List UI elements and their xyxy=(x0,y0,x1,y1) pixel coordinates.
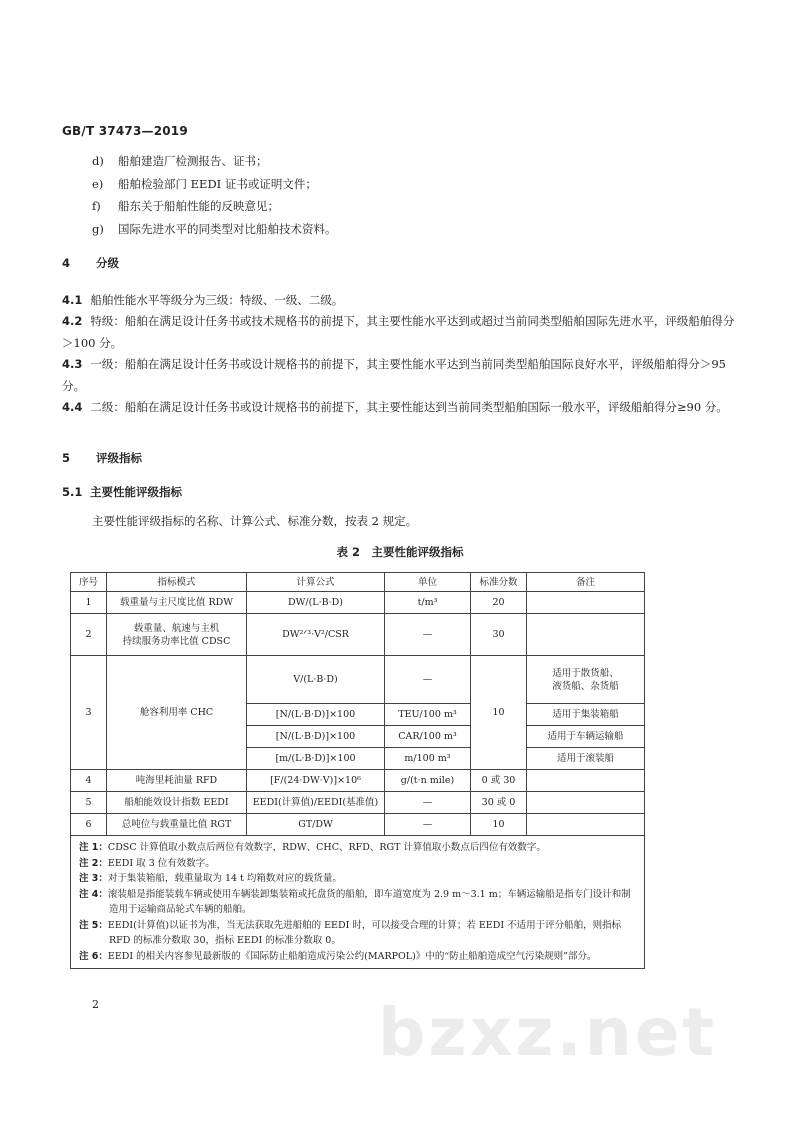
note-text: 对于集装箱船，载重量取为 14 t 均箱数对应的载货量。 xyxy=(107,873,342,884)
table-cell: [N/(L·B·D)]×100 xyxy=(247,726,385,748)
list-item-text: 船舶建造厂检测报告、证书； xyxy=(118,154,268,168)
section-title: 分级 xyxy=(96,256,119,270)
list-item xyxy=(92,218,337,241)
table-cell: 10 xyxy=(471,656,527,770)
table-cell: 10 xyxy=(471,814,527,836)
table-cell: 20 xyxy=(471,592,527,614)
section-5-1-heading xyxy=(62,484,182,500)
table-row xyxy=(71,792,645,814)
table-cell: 适用于滚装船 xyxy=(527,748,645,770)
table-row xyxy=(71,614,645,656)
table-cell xyxy=(107,614,247,656)
column-header: 单位 xyxy=(385,573,471,592)
note-label: 注 4： xyxy=(79,888,108,900)
table-cell xyxy=(527,792,645,814)
clause-text: 船舶性能水平等级分为三级：特级、一级、二级。 xyxy=(90,293,344,307)
watermark-text: bzxz.net xyxy=(378,994,718,1071)
section-intro-text: 主要性能评级指标的名称、计算公式、标准分数，按表 2 规定。 xyxy=(92,514,418,528)
section-5-heading xyxy=(62,450,142,466)
table-cell: DW²ᐟ³·V²/CSR xyxy=(247,614,385,656)
paragraph-4-3 xyxy=(62,354,742,397)
clause-text: 二级：船舶在满足设计任务书或设计规格书的前提下，其主要性能达到当前同类型船舶国际一般水平，评级船舶得分≥90 分。 xyxy=(90,400,728,414)
column-header: 计算公式 xyxy=(247,573,385,592)
list-item xyxy=(92,150,337,173)
table-cell: — xyxy=(385,792,471,814)
section-number: 5.1 xyxy=(62,485,83,499)
table-cell: 3 xyxy=(71,656,107,770)
table-row xyxy=(71,656,645,704)
table-cell: — xyxy=(385,814,471,836)
table-cell: CAR/100 m³ xyxy=(385,726,471,748)
table-cell: 2 xyxy=(71,614,107,656)
table-note xyxy=(79,871,638,887)
table-cell: 载重量与主尺度比值 RDW xyxy=(107,592,247,614)
table-note xyxy=(79,856,638,872)
clause-number: 4.4 xyxy=(62,400,83,414)
table-cell: g/(t·n mile) xyxy=(385,770,471,792)
cell-line: 载重量、航速与主机 xyxy=(133,622,220,634)
table-cell: TEU/100 m³ xyxy=(385,704,471,726)
table-notes-row xyxy=(71,836,645,969)
note-label: 注 3： xyxy=(79,873,108,884)
table-cell xyxy=(527,770,645,792)
table-cell: EEDI(计算值)/EEDI(基准值) xyxy=(247,792,385,814)
section-4-heading xyxy=(62,255,119,271)
note-label: 注 5： xyxy=(79,919,108,931)
section-title: 主要性能评级指标 xyxy=(90,485,182,499)
note-label: 注 1： xyxy=(79,842,108,853)
table-cell: 4 xyxy=(71,770,107,792)
table-row xyxy=(71,770,645,792)
table-cell: DW/(L·B·D) xyxy=(247,592,385,614)
list-item-label: d) xyxy=(92,154,104,168)
table-cell: — xyxy=(385,614,471,656)
table-header-row xyxy=(71,573,645,592)
table-cell: 5 xyxy=(71,792,107,814)
table-cell: [F/(24·DW·V)]×10⁶ xyxy=(247,770,385,792)
list-item-text: 船舶检验部门 EEDI 证书或证明文件； xyxy=(118,176,317,191)
note-text: CDSC 计算值取小数点后两位有效数字，RDW、CHC、RFD、RGT 计算值取小数点后四位有效数字。 xyxy=(107,842,546,853)
table-cell: 总吨位与载重量比值 RGT xyxy=(107,814,247,836)
table-cell: 适用于车辆运输船 xyxy=(527,726,645,748)
clause-text: 特级：船舶在满足设计任务书或技术规格书的前提下，其主要性能水平达到或超过当前同类型船舶国际先进水平，评级船舶得分＞100 分。 xyxy=(62,314,735,350)
cell-line: 液货船、杂货船 xyxy=(552,680,619,692)
table-note xyxy=(79,840,638,856)
table-cell: 1 xyxy=(71,592,107,614)
note-text: EEDI 取 3 位有效数字。 xyxy=(107,857,215,869)
table-cell xyxy=(527,656,645,704)
table-cell: 吨海里耗油量 RFD xyxy=(107,770,247,792)
note-text: EEDI 的相关内容参见最新版的《国际防止船舶造成污染公约(MARPOL)》中的“防止船舶造成空气污染规则”部分。 xyxy=(107,950,597,962)
table-cell: V/(L·B·D) xyxy=(247,656,385,704)
cell-line: 适用于散货船、 xyxy=(552,667,619,679)
table-cell: [m/(L·B·D)]×100 xyxy=(247,748,385,770)
table-cell: 适用于集装箱船 xyxy=(527,704,645,726)
table-cell: 船舶能效设计指数 EEDI xyxy=(107,792,247,814)
page-number: 2 xyxy=(92,998,99,1011)
table-cell xyxy=(527,614,645,656)
clause-number: 4.3 xyxy=(62,357,83,371)
list-item-label: e) xyxy=(92,176,104,191)
section-number: 5 xyxy=(62,451,71,465)
list-item xyxy=(92,195,337,218)
table-cell: t/m³ xyxy=(385,592,471,614)
table-cell: 0 或 30 xyxy=(471,770,527,792)
list-item xyxy=(92,173,337,196)
paragraph-4-4 xyxy=(62,397,742,419)
table-cell xyxy=(527,592,645,614)
table-note xyxy=(79,949,638,965)
clause-number: 4.2 xyxy=(62,314,83,328)
clause-number: 4.1 xyxy=(62,293,83,307)
note-label: 注 2： xyxy=(79,857,108,869)
column-header: 指标模式 xyxy=(107,573,247,592)
table-cell: 舱容利用率 CHC xyxy=(107,656,247,770)
document-list xyxy=(92,150,337,240)
list-item-label: f) xyxy=(92,199,101,213)
table-note xyxy=(79,918,638,949)
list-item-text: 国际先进水平的同类型对比船舶技术资料。 xyxy=(118,221,337,236)
table-cell: [N/(L·B·D)]×100 xyxy=(247,704,385,726)
table-caption: 表 2 主要性能评级指标 xyxy=(336,545,464,559)
section-number: 4 xyxy=(62,256,71,270)
column-header: 备注 xyxy=(527,573,645,592)
cell-line: 持续服务功率比值 CDSC xyxy=(122,635,231,647)
table-cell: 30 xyxy=(471,614,527,656)
paragraph-4-2 xyxy=(62,311,742,354)
standard-number-header: GB/T 37473—2019 xyxy=(62,124,188,138)
note-text: 滚装船是指能装载车辆或使用车辆装卸集装箱或托盘货的船舶，即车道宽度为 2.9 m～3.1 m；车辆运输船是指专门设计和制造用于运输商品轮式车辆的船舶。 xyxy=(107,888,631,915)
column-header: 序号 xyxy=(71,573,107,592)
table-row xyxy=(71,592,645,614)
table-cell: 6 xyxy=(71,814,107,836)
list-item-label: g) xyxy=(92,221,104,236)
table-row xyxy=(71,814,645,836)
column-header: 标准分数 xyxy=(471,573,527,592)
table-notes xyxy=(71,836,645,969)
clause-text: 一级：船舶在满足设计任务书或设计规格书的前提下，其主要性能水平达到当前同类型船舶国际良好水平，评级船舶得分＞95 分。 xyxy=(62,357,727,393)
table-cell: — xyxy=(385,656,471,704)
table-note xyxy=(79,887,638,918)
table-cell: m/100 m³ xyxy=(385,748,471,770)
section-title: 评级指标 xyxy=(96,451,142,465)
table-cell: GT/DW xyxy=(247,814,385,836)
table-cell: 30 或 0 xyxy=(471,792,527,814)
list-item-text: 船东关于船舶性能的反映意见； xyxy=(118,199,279,213)
note-text: EEDI(计算值)以证书为准，当无法获取先进船舶的 EEDI 时，可以接受合理的计算；若 EEDI 不适用于评分船舶，则指标 RFD 的标准分数取 30，指标 EEDI 的标准分数取 0。 xyxy=(107,919,622,946)
performance-index-table xyxy=(70,572,645,969)
paragraph-4-1 xyxy=(62,290,742,312)
table-cell xyxy=(527,814,645,836)
note-label: 注 6： xyxy=(79,950,108,962)
